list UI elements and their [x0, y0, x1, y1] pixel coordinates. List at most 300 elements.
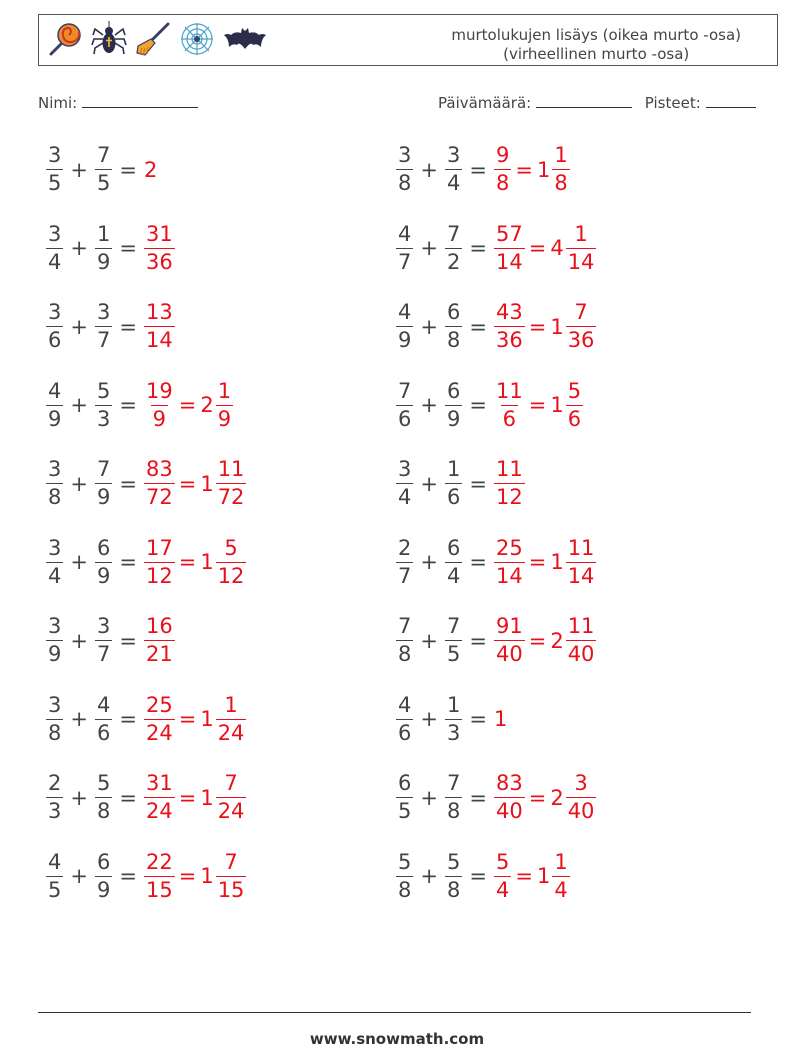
addend-fraction	[46, 849, 63, 902]
denominator: 9	[152, 406, 167, 431]
problem-1	[46, 145, 157, 194]
answer-fraction	[566, 302, 597, 351]
numerator: 25	[145, 692, 173, 717]
equals-sign: =	[528, 785, 547, 810]
denominator: 8	[48, 485, 62, 509]
spider-icon	[91, 21, 127, 57]
equals-sign: =	[178, 785, 197, 810]
plus-sign: +	[70, 785, 88, 810]
date-field	[438, 94, 756, 112]
numerator: 1	[446, 692, 461, 717]
answer-fraction	[494, 535, 525, 588]
numerator: 7	[446, 614, 461, 638]
header-icons	[47, 21, 267, 57]
mixed-whole: 1	[550, 314, 564, 339]
answer-fraction	[216, 535, 247, 588]
answer-term	[144, 773, 175, 822]
answer-fraction	[144, 221, 175, 274]
denominator: 14	[495, 249, 523, 274]
answer-fraction	[566, 616, 597, 665]
numerator: 19	[145, 378, 173, 403]
denominator: 4	[48, 563, 62, 588]
problem-8	[396, 378, 583, 431]
answer-fraction	[494, 773, 525, 822]
denominator: 72	[217, 485, 245, 509]
equals-sign: =	[528, 314, 547, 339]
answer-fraction	[494, 616, 525, 665]
denominator: 3	[48, 799, 62, 823]
answer-term	[550, 616, 596, 665]
mixed-whole: 1	[200, 550, 214, 574]
addend-fraction	[46, 378, 63, 431]
denominator: 7	[398, 249, 412, 274]
denominator: 5	[48, 877, 62, 902]
denominator: 14	[495, 563, 523, 588]
equals-sign: =	[469, 785, 487, 810]
addend-fraction	[46, 692, 63, 745]
denominator: 4	[554, 877, 568, 902]
addend-fraction	[46, 773, 63, 822]
denominator: 6	[446, 485, 461, 509]
denominator: 9	[96, 249, 111, 274]
addend-fraction	[445, 459, 462, 508]
numerator: 3	[48, 300, 62, 324]
numerator: 6	[446, 300, 461, 324]
mixed-whole: 2	[550, 785, 564, 810]
plus-sign: +	[70, 707, 88, 731]
answer-fraction	[144, 459, 175, 508]
answer-term	[494, 535, 525, 588]
answer-fraction	[216, 459, 247, 508]
addend-fraction	[445, 145, 462, 194]
answer-term	[550, 302, 596, 351]
denominator: 24	[145, 720, 173, 745]
plus-sign: +	[420, 236, 438, 260]
equals-sign: =	[178, 550, 197, 574]
numerator: 7	[398, 378, 412, 403]
addend-fraction	[95, 535, 112, 588]
equals-sign: =	[119, 314, 137, 339]
numerator: 3	[96, 300, 111, 324]
equals-sign: =	[515, 864, 533, 888]
denominator: 24	[217, 799, 245, 823]
addend-fraction	[396, 616, 413, 665]
addend-fraction	[445, 692, 462, 745]
answer-fraction	[566, 773, 597, 822]
denominator: 15	[217, 877, 245, 902]
answer-fraction	[216, 692, 247, 745]
answer-term	[494, 616, 525, 665]
answer-fraction	[494, 459, 525, 508]
answer-term	[494, 378, 525, 431]
denominator: 4	[446, 563, 461, 588]
denominator: 5	[446, 642, 461, 666]
problem-17	[46, 773, 246, 822]
addend-fraction	[445, 535, 462, 588]
denominator: 36	[145, 249, 173, 274]
denominator: 6	[48, 328, 62, 352]
denominator: 6	[502, 406, 517, 431]
equals-sign: =	[119, 628, 137, 653]
plus-sign: +	[420, 157, 438, 182]
problem-7	[46, 378, 233, 431]
denominator: 6	[96, 720, 111, 745]
numerator: 3	[48, 614, 62, 638]
addend-fraction	[95, 145, 112, 194]
answer-term	[537, 145, 570, 194]
denominator: 36	[567, 328, 595, 352]
plus-sign: +	[70, 393, 88, 417]
answer-term	[200, 459, 246, 508]
equals-sign: =	[469, 550, 487, 574]
numerator: 3	[48, 692, 62, 717]
broom-icon	[135, 21, 171, 57]
answer-fraction	[144, 616, 175, 665]
numerator: 22	[145, 849, 173, 874]
plus-sign: +	[420, 550, 438, 574]
equals-sign: =	[469, 864, 487, 888]
problem-19	[46, 849, 246, 902]
score-blank[interactable]	[706, 107, 756, 108]
equals-sign: =	[515, 157, 533, 182]
numerator: 7	[398, 614, 412, 638]
numerator: 3	[574, 771, 588, 795]
addend-fraction	[46, 145, 63, 194]
answer-term	[144, 378, 175, 431]
denominator: 8	[398, 642, 412, 666]
numerator: 4	[48, 849, 62, 874]
footer-divider	[38, 1012, 751, 1013]
plus-sign: +	[70, 628, 88, 653]
addend-fraction	[95, 459, 112, 508]
numerator: 11	[495, 378, 523, 403]
problem-6	[396, 302, 596, 351]
name-field	[38, 94, 198, 112]
equals-sign: =	[119, 236, 137, 260]
addend-fraction	[396, 459, 413, 508]
addend-fraction	[396, 145, 413, 194]
numerator: 7	[446, 771, 461, 795]
answer-fraction	[216, 849, 247, 902]
denominator: 14	[145, 328, 173, 352]
addend-fraction	[95, 849, 112, 902]
denominator: 6	[398, 406, 412, 431]
plus-sign: +	[70, 314, 88, 339]
denominator: 7	[398, 563, 412, 588]
numerator: 31	[145, 771, 173, 795]
addend-fraction	[46, 221, 63, 274]
denominator: 5	[96, 171, 111, 195]
answer-term	[144, 221, 175, 274]
problem-5	[46, 302, 175, 351]
denominator: 8	[398, 171, 412, 195]
answer-fraction	[566, 221, 597, 274]
answer-fraction	[144, 302, 175, 351]
title-line-2: (virheellinen murto -osa)	[503, 45, 690, 63]
mixed-whole: 1	[200, 471, 214, 496]
addend-fraction	[445, 616, 462, 665]
numerator: 43	[495, 300, 523, 324]
addend-fraction	[95, 616, 112, 665]
denominator: 8	[398, 877, 412, 902]
equals-sign: =	[178, 471, 197, 496]
equals-sign: =	[178, 707, 197, 731]
denominator: 8	[446, 328, 461, 352]
numerator: 5	[96, 771, 111, 795]
addend-fraction	[396, 302, 413, 351]
denominator: 3	[96, 406, 111, 431]
denominator: 9	[217, 406, 232, 431]
numerator: 83	[495, 771, 523, 795]
denominator: 9	[96, 877, 111, 902]
answer-term	[494, 849, 511, 902]
score-label: Pisteet:	[644, 94, 701, 112]
denominator: 9	[48, 642, 62, 666]
numerator: 1	[554, 849, 568, 874]
numerator: 3	[398, 143, 412, 167]
numerator: 7	[224, 849, 238, 874]
numerator: 4	[96, 692, 111, 717]
numerator: 3	[398, 457, 412, 481]
equals-sign: =	[178, 864, 197, 888]
equals-sign: =	[119, 707, 137, 731]
name-blank[interactable]	[82, 107, 198, 108]
numerator: 4	[48, 378, 62, 403]
denominator: 4	[495, 877, 510, 902]
denominator: 40	[567, 799, 595, 823]
numerator: 11	[217, 457, 245, 481]
numerator: 3	[48, 221, 62, 246]
numerator: 6	[446, 378, 461, 403]
denominator: 5	[48, 171, 62, 195]
addend-fraction	[46, 616, 63, 665]
equals-sign: =	[528, 550, 547, 574]
numerator: 5	[224, 535, 238, 560]
equals-sign: =	[469, 157, 487, 182]
denominator: 4	[398, 485, 412, 509]
numerator: 9	[495, 143, 510, 167]
denominator: 7	[96, 328, 111, 352]
denominator: 5	[398, 799, 412, 823]
numerator: 83	[145, 457, 173, 481]
numerator: 2	[398, 535, 412, 560]
answer-whole: 2	[143, 157, 158, 182]
numerator: 3	[48, 457, 62, 481]
worksheet-title	[451, 26, 741, 64]
denominator: 12	[495, 485, 523, 509]
answer-term	[200, 773, 246, 822]
addend-fraction	[396, 692, 413, 745]
answer-fraction	[566, 535, 597, 588]
mixed-whole: 1	[200, 707, 214, 731]
answer-fraction	[494, 302, 525, 351]
answer-term	[200, 692, 246, 745]
name-label: Nimi:	[38, 94, 78, 112]
denominator: 40	[567, 642, 595, 666]
addend-fraction	[396, 378, 413, 431]
plus-sign: +	[420, 628, 438, 653]
addend-fraction	[445, 302, 462, 351]
plus-sign: +	[420, 707, 438, 731]
numerator: 7	[96, 457, 111, 481]
numerator: 11	[567, 614, 595, 638]
addend-fraction	[445, 849, 462, 902]
numerator: 13	[145, 300, 173, 324]
numerator: 3	[96, 614, 111, 638]
answer-term	[494, 145, 511, 194]
numerator: 4	[398, 692, 412, 717]
answer-fraction	[144, 773, 175, 822]
plus-sign: +	[70, 550, 88, 574]
mixed-whole: 1	[550, 393, 564, 417]
problem-16	[396, 692, 508, 745]
addend-fraction	[95, 773, 112, 822]
denominator: 4	[48, 249, 62, 274]
plus-sign: +	[420, 393, 438, 417]
denominator: 12	[145, 563, 173, 588]
answer-term	[144, 616, 175, 665]
addend-fraction	[396, 535, 413, 588]
problem-18	[396, 773, 596, 822]
numerator: 5	[495, 849, 510, 874]
equals-sign: =	[469, 707, 487, 731]
numerator: 7	[574, 300, 588, 324]
spiderweb-icon	[179, 21, 215, 57]
denominator: 9	[48, 406, 62, 431]
denominator: 7	[96, 642, 111, 666]
addend-fraction	[95, 221, 112, 274]
plus-sign: +	[70, 864, 88, 888]
plus-sign: +	[70, 471, 88, 496]
denominator: 8	[96, 799, 111, 823]
numerator: 1	[574, 221, 588, 246]
numerator: 25	[495, 535, 523, 560]
equals-sign: =	[119, 785, 137, 810]
answer-term	[536, 849, 570, 902]
mixed-whole: 1	[200, 864, 214, 888]
numerator: 57	[495, 221, 523, 246]
equals-sign: =	[528, 236, 547, 260]
addend-fraction	[396, 221, 413, 274]
footer-url: www.snowmath.com	[309, 1030, 485, 1048]
addend-fraction	[445, 378, 462, 431]
equals-sign: =	[469, 628, 487, 653]
answer-fraction	[494, 145, 511, 194]
denominator: 40	[495, 642, 523, 666]
mixed-whole: 4	[550, 236, 564, 260]
addend-fraction	[396, 773, 413, 822]
answer-term	[550, 773, 596, 822]
lollipop-icon	[47, 21, 83, 57]
answer-fraction	[494, 221, 525, 274]
denominator: 3	[446, 720, 461, 745]
plus-sign: +	[420, 471, 438, 496]
problem-20	[396, 849, 570, 902]
answer-term	[494, 773, 525, 822]
mixed-whole: 1	[536, 157, 551, 182]
numerator: 3	[48, 143, 62, 167]
numerator: 5	[398, 849, 412, 874]
denominator: 8	[495, 171, 510, 195]
denominator: 40	[495, 799, 523, 823]
numerator: 6	[398, 771, 412, 795]
numerator: 5	[446, 849, 461, 874]
denominator: 8	[554, 171, 568, 195]
mixed-whole: 2	[200, 393, 214, 417]
answer-fraction	[494, 849, 511, 902]
numerator: 2	[48, 771, 62, 795]
title-line-1: murtolukujen lisäys (oikea murto -osa)	[451, 26, 741, 44]
denominator: 2	[446, 249, 461, 274]
denominator: 24	[217, 720, 245, 745]
denominator: 72	[145, 485, 173, 509]
answer-term	[550, 221, 596, 274]
plus-sign: +	[70, 236, 88, 260]
numerator: 6	[446, 535, 461, 560]
numerator: 1	[224, 692, 238, 717]
answer-fraction	[216, 773, 247, 822]
header-box	[38, 14, 778, 66]
equals-sign: =	[119, 864, 137, 888]
answer-term	[200, 535, 246, 588]
numerator: 11	[495, 457, 523, 481]
denominator: 12	[217, 563, 245, 588]
answer-fraction	[144, 849, 175, 902]
answer-fraction	[144, 378, 175, 431]
problem-14	[396, 616, 596, 665]
answer-term	[144, 459, 175, 508]
numerator: 7	[224, 771, 238, 795]
denominator: 4	[446, 171, 461, 195]
denominator: 24	[145, 799, 173, 823]
denominator: 15	[145, 877, 173, 902]
addend-fraction	[46, 535, 63, 588]
denominator: 9	[96, 485, 111, 509]
equals-sign: =	[178, 393, 197, 417]
answer-term	[200, 849, 246, 902]
numerator: 91	[495, 614, 523, 638]
denominator: 14	[567, 563, 595, 588]
problem-11	[46, 535, 246, 588]
numerator: 1	[554, 143, 568, 167]
denominator: 8	[446, 877, 461, 902]
denominator: 6	[398, 720, 412, 745]
denominator: 36	[495, 328, 523, 352]
answer-term	[144, 692, 175, 745]
answer-term	[494, 302, 525, 351]
numerator: 5	[96, 378, 111, 403]
numerator: 7	[96, 143, 111, 167]
equals-sign: =	[528, 628, 547, 653]
addend-fraction	[95, 302, 112, 351]
equals-sign: =	[469, 236, 487, 260]
addend-fraction	[95, 692, 112, 745]
date-blank[interactable]	[536, 107, 632, 108]
equals-sign: =	[528, 393, 547, 417]
equals-sign: =	[469, 471, 487, 496]
mixed-whole: 2	[550, 628, 564, 653]
plus-sign: +	[420, 314, 438, 339]
addend-fraction	[445, 221, 462, 274]
addend-fraction	[46, 459, 63, 508]
numerator: 5	[567, 378, 582, 403]
numerator: 17	[145, 535, 173, 560]
equals-sign: =	[469, 393, 487, 417]
answer-term	[144, 535, 175, 588]
answer-term	[200, 378, 233, 431]
equals-sign: =	[469, 314, 487, 339]
addend-fraction	[46, 302, 63, 351]
